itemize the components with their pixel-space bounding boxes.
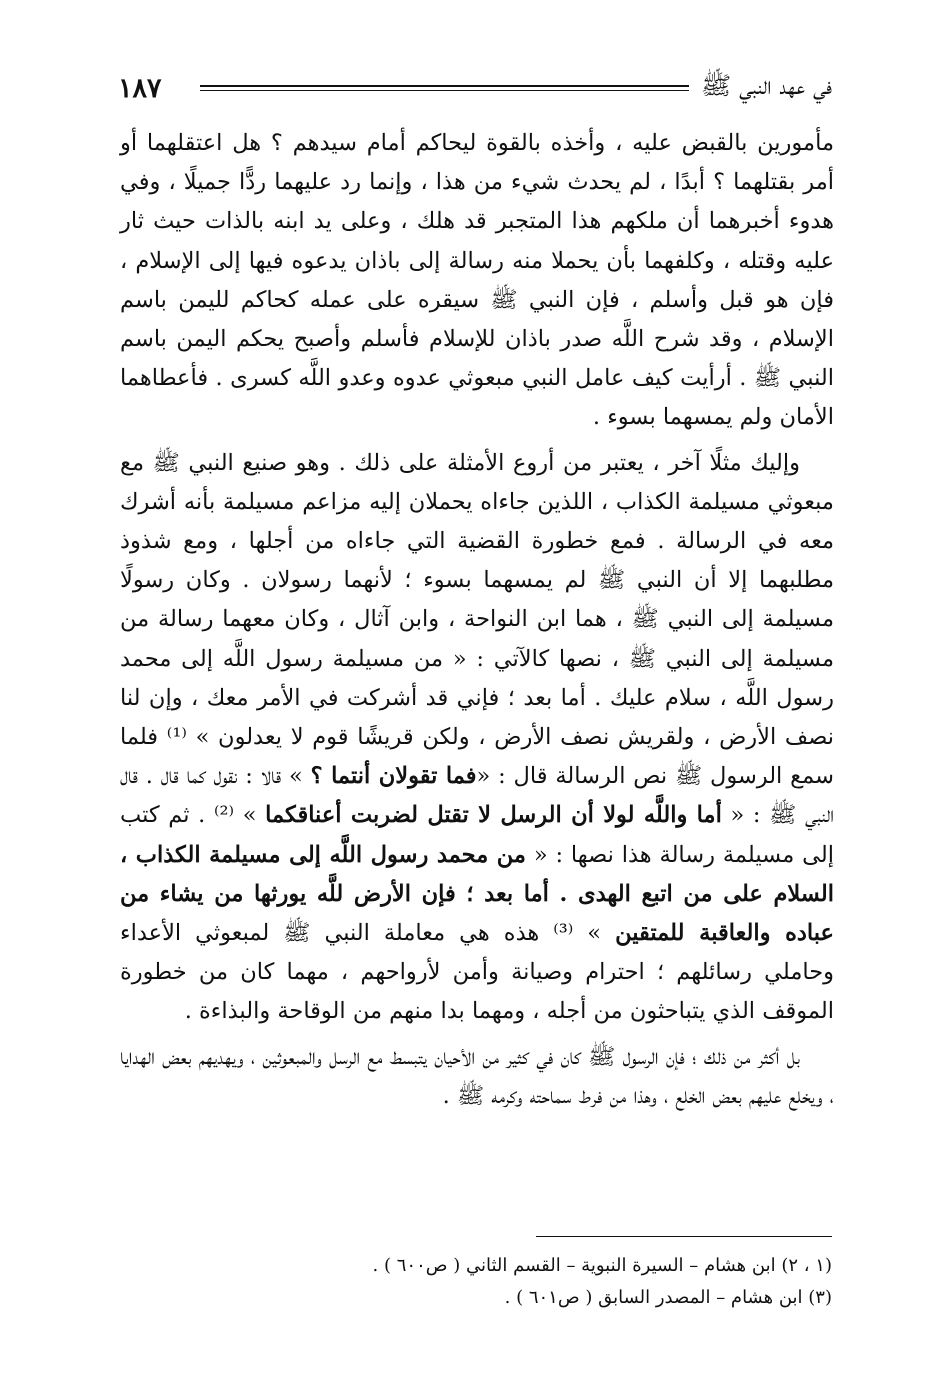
paragraph-2-part-e: » ⁽³⁾ هذه هي معاملة النبي ﷺ لمبعوثي الأعداء وحاملي رسائلهم ؛ احترام وصيانة وأمن لأرواحهم ، مهما كان من خطورة الموقف الذي يتباحثون من أجله ، ومهما بدا منهم من الوقاحة والبذاءة . (120, 920, 834, 1025)
footnotes (300, 1250, 832, 1314)
paragraph-3: بل أكثر من ذلك ؛ فإن الرسول ﷺ كان في كثير من الأحيان يتبسط مع الرسل والمبعوثين ، ويهديهم بعض الهدايا ، ويخلع عليهم بعض الخلع ، وهذا من فرط سماحته وكرمه ﷺ . (120, 1043, 834, 1109)
main-text (120, 124, 834, 1122)
paragraph-2-part-d: » ⁽²⁾ . ثم كتب إلى مسيلمة رسالة هذا نصها : « (120, 802, 835, 868)
header-rule (200, 85, 689, 91)
quote-letter: من محمد رسول اللَّه إلى مسيلمة الكذاب ، السلام على من اتبع الهدى . أما بعد ؛ فإن الأرض للَّه يورثها من يشاء من عباده والعاقبة للمتقين (120, 841, 834, 947)
paragraph-1: مأمورين بالقبض عليه ، وأخذه بالقوة ليحاكم أمام سيدهم ؟ هل اعتقلهما أو أمر بقتلهما ؟ أبدًا ، لم يحدث شيء من هذا ، وإنما رد عليهما ردًّا جميلًا ، وفي هدوء أخبرهما أن ملكهم هذا المتجبر قد هلك ، وعلى يد ابنه بالذات حيث ثار عليه وقتله ، وكلفهما بأن يحملا منه رسالة إلى باذان يدعوه فيها إلى الإسلام ، فإن هو قبل وأسلم ، فإن النبي ﷺ سيقره على عمله كحاكم لليمن باسم الإسلام ، وقد شرح اللَّه صدر باذان للإسلام فأسلم وأصبح يحكم اليمن باسم النبي ﷺ . أرأيت كيف عامل النبي مبعوثي عدوه وعدو اللَّه كسرى . فأعطاهما الأمان ولم يمسهما بسوء . (120, 130, 834, 431)
footnote-2: (٣) ابن هشام – المصدر السابق ( ص٦٠١ ) . (504, 1287, 832, 1308)
paragraph-2 (120, 444, 834, 1032)
paragraph-2-part-c: » قالا : نقول كما قال . قال النبي ﷺ : « (120, 763, 835, 829)
page-number: ١٨٧ (118, 72, 162, 104)
page-header (118, 66, 832, 110)
quote-prophet-reply: أما واللَّه لولا أن الرسل لا تقتل لضربت أعناقكما (265, 802, 722, 829)
paragraph-2-part-a: وإليك مثلًا آخر ، يعتبر من أروع الأمثلة على ذلك . وهو صنيع النبي ﷺ مع مبعوثي مسيلمة الكذاب ، اللذين جاءاه يحملان إليه مزاعم مسيلمة بأنه أشرك معه في الرسالة . فمع خطورة القضية التي جاءاه من أجلها ، ومع شذوذ مطلبهما إلا أن النبي ﷺ لم يمسهما بسوء ؛ لأنهما رسولان . وكان رسولًا مسيلمة إلى النبي ﷺ ، هما ابن النواحة ، وابن آثال ، وكان معهما رسالة من مسيلمة إلى النبي ﷺ ، نصها كالآتي : « من مسيلمة رسول اللَّه إلى محمد رسول اللَّه ، سلام عليك . أما بعد ؛ فإني قد أشركت في الأمر معك ، وإن لنا نصف الأرض ، ولقريش نصف الأرض ، ولكن قريشًا قوم لا يعدلون » ⁽¹⁾ فلما سمع الرسول ﷺ نص الرسالة قال : « (120, 449, 834, 790)
footnote-separator (536, 1236, 832, 1237)
quote-question: فما تقولان أنتما ؟ (310, 763, 477, 790)
footnote-1: (١ ، ٢) ابن هشام – السيرة النبوية – القسم الثاني ( ص٦٠٠ ) . (372, 1255, 832, 1276)
running-title: في عهد النبي ﷺ (701, 70, 832, 100)
